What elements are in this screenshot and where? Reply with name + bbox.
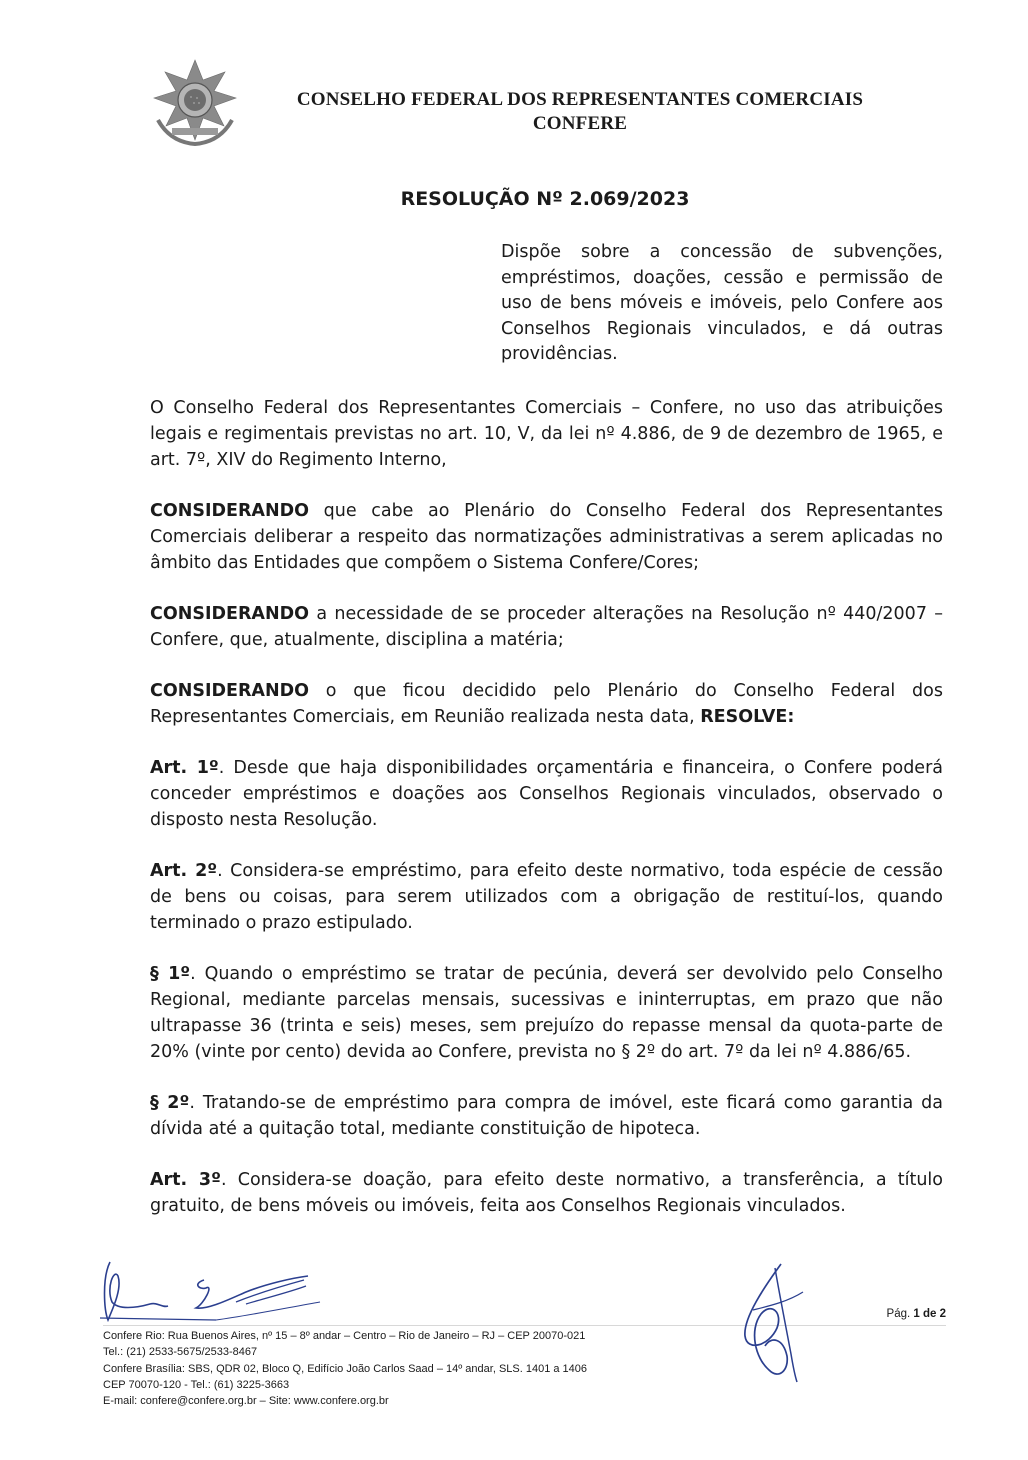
page-number-value: 1 de 2 bbox=[913, 1308, 946, 1320]
footer-cep-phone-brasilia: CEP 70070-120 - Tel.: (61) 3225-3663 bbox=[103, 1378, 290, 1391]
article-text: . Considera-se empréstimo, para efeito deste normativo, toda espécie de cessão de bens ou coisas, para serem utilizados com a obrigação de restituí-los, quando terminado o prazo estipulado. bbox=[150, 861, 944, 933]
article-label: Art. 3º bbox=[150, 1170, 221, 1190]
resolution-title: RESOLUÇÃO Nº 2.069/2023 bbox=[400, 188, 690, 210]
paragraph-label: § 1º bbox=[150, 964, 191, 984]
preamble: O Conselho Federal dos Representantes Comerciais – Confere, no uso das atribuições legais e regimentais previstas no art. 10, V, da lei nº 4.886, de 9 de dezembro de 1965, e art. 7º, XIV do Regimento Interno, bbox=[150, 398, 943, 470]
resolution-summary: Dispõe sobre a concessão de subvenções, empréstimos, doações, cessão e permissão de uso de bens móveis e imóveis, pelo Confere aos Conselhos Regionais vinculados, e dá outras providências. bbox=[501, 242, 943, 364]
considerando-label: CONSIDERANDO bbox=[150, 681, 310, 701]
footer-phone-rio: Tel.: (21) 2533-5675/2533-8467 bbox=[103, 1346, 258, 1359]
article-text: . Desde que haja disponibilidades orçamentária e financeira, o Confere poderá conceder empréstimos e doações aos Conselhos Regionais vinculados, observado o disposto nesta Resolução. bbox=[150, 758, 943, 830]
signature-right-icon bbox=[735, 1262, 810, 1384]
org-name-line2: CONFERE bbox=[532, 113, 628, 134]
considerando-label: CONSIDERANDO bbox=[150, 501, 310, 521]
page-number: Pág. 1 de 2 bbox=[886, 1308, 946, 1320]
considerando-2 bbox=[150, 601, 943, 653]
considerando-1 bbox=[150, 498, 943, 576]
article-1 bbox=[150, 755, 943, 833]
paragraph-text: . Tratando-se de empréstimo para compra de imóvel, este ficará como garantia da dívida até a quitação total, mediante constituição de hipoteca. bbox=[150, 1093, 943, 1139]
considerando-3 bbox=[150, 678, 943, 730]
org-name-line1: CONSELHO FEDERAL DOS REPRESENTANTES COMERCIAIS bbox=[296, 89, 864, 110]
article-3 bbox=[150, 1167, 943, 1219]
org-header bbox=[250, 88, 910, 136]
paragraph-label: § 2º bbox=[150, 1093, 190, 1113]
considerando-label: CONSIDERANDO bbox=[150, 604, 310, 624]
article-label: Art. 1º bbox=[150, 758, 219, 778]
paragraph-2 bbox=[150, 1090, 943, 1142]
considerando-text: que cabe ao Plenário do Conselho Federal dos Representantes Comerciais deliberar a respeito das normatizações administrativas a serem aplicadas no âmbito das Entidades que compõem o Sistema Confere/Cores; bbox=[150, 501, 943, 573]
article-2 bbox=[150, 858, 943, 936]
footer-address-brasilia: Confere Brasília: SBS, QDR 02, Bloco Q, Edifício João Carlos Saad – 14º andar, SLS. 1401 a 1406 bbox=[103, 1362, 588, 1375]
footer-divider bbox=[103, 1325, 946, 1326]
page-footer bbox=[103, 1328, 703, 1409]
coat-of-arms-seal-icon bbox=[150, 58, 240, 148]
considerando-text: o que ficou decidido pelo Plenário do Conselho Federal dos Representantes Comerciais, em Reunião realizada nesta data, bbox=[150, 681, 943, 727]
footer-address-rio: Confere Rio: Rua Buenos Aires, nº 15 – 8º andar – Centro – Rio de Janeiro – RJ – CEP 20070-021 bbox=[103, 1330, 586, 1342]
considerando-text: a necessidade de se proceder alterações na Resolução nº 440/2007 – Confere, que, atualmente, disciplina a matéria; bbox=[150, 604, 943, 650]
paragraph-1 bbox=[150, 961, 943, 1065]
document-body bbox=[150, 395, 943, 1243]
resolve-label: RESOLVE: bbox=[700, 707, 795, 727]
article-text: . Considera-se doação, para efeito deste normativo, a transferência, a título gratuito, de bens móveis ou imóveis, feita aos Conselhos Regionais vinculados. bbox=[150, 1170, 944, 1216]
footer-contact: E-mail: confere@confere.org.br – Site: www.confere.org.br bbox=[103, 1395, 389, 1408]
paragraph-text: . Quando o empréstimo se tratar de pecúnia, deverá ser devolvido pelo Conselho Regional, mediante parcelas mensais, sucessivas e ininterruptas, em prazo que não ultrapasse 36 (trinta e seis) meses, sem prejuízo do repasse mensal da quota-parte de 20% (vinte por cento) devida ao Confere, prevista no § 2º do art. 7º da lei nº 4.886/65. bbox=[150, 964, 943, 1062]
article-label: Art. 2º bbox=[150, 861, 218, 881]
